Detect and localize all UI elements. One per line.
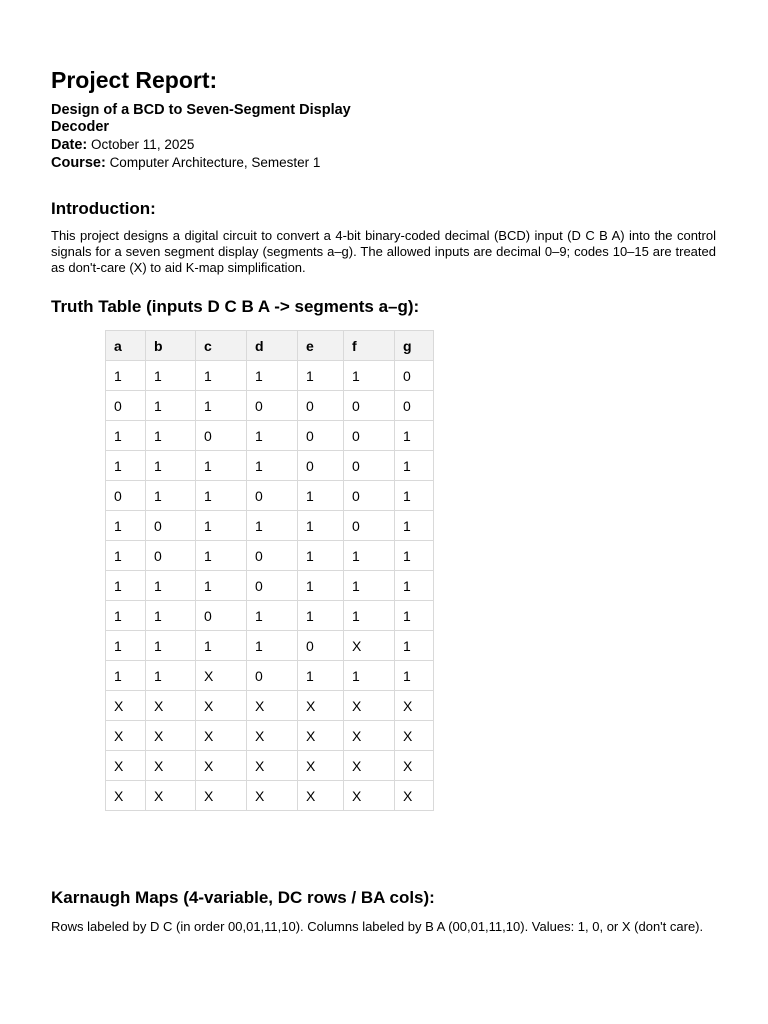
table-row (106, 631, 434, 661)
table-cell-c: 1 (196, 631, 247, 661)
table-cell-c: 1 (196, 541, 247, 571)
table-cell-b: 1 (146, 661, 196, 691)
table-cell-d: 1 (247, 361, 298, 391)
table-row (106, 421, 434, 451)
table-cell-c: 0 (196, 421, 247, 451)
table-cell-c: X (196, 661, 247, 691)
table-row (106, 661, 434, 691)
table-cell-e: X (298, 721, 344, 751)
table-cell-f: X (344, 631, 395, 661)
table-cell-c: X (196, 721, 247, 751)
table-cell-f: X (344, 751, 395, 781)
table-cell-b: 1 (146, 571, 196, 601)
table-cell-d: X (247, 751, 298, 781)
table-cell-a: 1 (106, 541, 146, 571)
table-row (106, 541, 434, 571)
table-cell-b: X (146, 691, 196, 721)
truth-table (105, 330, 434, 811)
table-cell-g: X (395, 781, 434, 811)
table-cell-c: 1 (196, 391, 247, 421)
karnaugh-text: Rows labeled by D C (in order 00,01,11,10). Columns labeled by B A (00,01,11,10). Values: 1, 0, or X (don't care). (51, 919, 704, 934)
table-cell-c: X (196, 781, 247, 811)
table-cell-c: X (196, 691, 247, 721)
table-cell-a: 0 (106, 481, 146, 511)
table-cell-d: 0 (247, 661, 298, 691)
table-cell-d: 1 (247, 451, 298, 481)
table-cell-e: 1 (298, 481, 344, 511)
table-cell-c: 1 (196, 481, 247, 511)
table-cell-e: 1 (298, 661, 344, 691)
table-cell-a: 1 (106, 361, 146, 391)
table-cell-a: 1 (106, 451, 146, 481)
table-cell-a: 1 (106, 661, 146, 691)
table-cell-g: X (395, 691, 434, 721)
table-cell-f: X (344, 781, 395, 811)
table-cell-d: 0 (247, 541, 298, 571)
column-header-f: f (344, 331, 395, 361)
table-row (106, 691, 434, 721)
table-cell-e: X (298, 691, 344, 721)
table-cell-d: 0 (247, 481, 298, 511)
table-cell-g: 1 (395, 541, 434, 571)
column-header-d: d (247, 331, 298, 361)
truth-table-heading: Truth Table (inputs D C B A -> segments a–g): (51, 297, 420, 316)
table-cell-a: X (106, 751, 146, 781)
table-cell-e: 1 (298, 541, 344, 571)
table-cell-g: 1 (395, 631, 434, 661)
table-cell-d: 1 (247, 601, 298, 631)
table-cell-a: X (106, 781, 146, 811)
truth-table-body (106, 361, 434, 811)
table-cell-a: 1 (106, 571, 146, 601)
table-cell-f: 1 (344, 571, 395, 601)
column-header-g: g (395, 331, 434, 361)
table-cell-g: 0 (395, 391, 434, 421)
table-cell-f: 0 (344, 511, 395, 541)
table-cell-b: 1 (146, 631, 196, 661)
table-cell-e: 1 (298, 571, 344, 601)
karnaugh-heading: Karnaugh Maps (4-variable, DC rows / BA cols): (51, 888, 435, 907)
table-cell-e: 0 (298, 451, 344, 481)
table-cell-e: 1 (298, 511, 344, 541)
table-cell-b: 1 (146, 361, 196, 391)
introduction-heading: Introduction: (51, 199, 156, 218)
date-line (51, 136, 716, 154)
table-cell-e: 0 (298, 631, 344, 661)
table-row (106, 781, 434, 811)
table-cell-f: 1 (344, 661, 395, 691)
table-row (106, 481, 434, 511)
table-cell-g: 1 (395, 421, 434, 451)
table-cell-e: 0 (298, 391, 344, 421)
table-row (106, 751, 434, 781)
table-cell-b: 0 (146, 541, 196, 571)
table-cell-c: 1 (196, 361, 247, 391)
table-cell-c: 1 (196, 571, 247, 601)
column-header-a: a (106, 331, 146, 361)
table-cell-e: X (298, 751, 344, 781)
course-label: Course: (51, 155, 106, 171)
table-cell-g: X (395, 721, 434, 751)
table-cell-d: X (247, 691, 298, 721)
column-header-b: b (146, 331, 196, 361)
table-cell-g: 1 (395, 451, 434, 481)
table-cell-f: 1 (344, 601, 395, 631)
table-cell-b: 0 (146, 511, 196, 541)
table-cell-e: 1 (298, 601, 344, 631)
table-cell-f: 0 (344, 451, 395, 481)
table-cell-b: 1 (146, 421, 196, 451)
table-cell-e: 1 (298, 361, 344, 391)
table-cell-g: X (395, 751, 434, 781)
table-cell-a: 1 (106, 511, 146, 541)
table-cell-d: 1 (247, 421, 298, 451)
table-cell-c: 1 (196, 451, 247, 481)
table-cell-d: X (247, 781, 298, 811)
table-cell-g: 1 (395, 661, 434, 691)
table-cell-a: 0 (106, 391, 146, 421)
truth-table-header-row (106, 331, 434, 361)
table-cell-f: 0 (344, 481, 395, 511)
table-cell-d: 0 (247, 391, 298, 421)
table-row (106, 601, 434, 631)
table-cell-g: 1 (395, 601, 434, 631)
course-value: Computer Architecture, Semester 1 (109, 155, 321, 170)
table-cell-f: 1 (344, 361, 395, 391)
table-cell-g: 1 (395, 571, 434, 601)
table-cell-a: X (106, 721, 146, 751)
table-cell-e: X (298, 781, 344, 811)
table-cell-a: 1 (106, 631, 146, 661)
table-cell-f: 0 (344, 421, 395, 451)
table-cell-b: X (146, 721, 196, 751)
table-cell-g: 0 (395, 361, 434, 391)
table-row (106, 571, 434, 601)
table-cell-g: 1 (395, 511, 434, 541)
table-row (106, 721, 434, 751)
table-cell-d: 1 (247, 631, 298, 661)
table-cell-b: X (146, 751, 196, 781)
table-cell-b: 1 (146, 391, 196, 421)
table-cell-g: 1 (395, 481, 434, 511)
table-cell-c: 1 (196, 511, 247, 541)
table-cell-b: 1 (146, 481, 196, 511)
table-row (106, 361, 434, 391)
table-cell-c: X (196, 751, 247, 781)
column-header-c: c (196, 331, 247, 361)
date-value: October 11, 2025 (91, 137, 195, 152)
date-label: Date: (51, 137, 88, 153)
course-line (51, 154, 716, 172)
table-cell-f: 0 (344, 391, 395, 421)
report-title: Project Report: (51, 67, 218, 93)
table-cell-b: 1 (146, 601, 196, 631)
column-header-e: e (298, 331, 344, 361)
table-cell-d: 1 (247, 511, 298, 541)
table-cell-f: X (344, 691, 395, 721)
table-cell-a: 1 (106, 601, 146, 631)
table-cell-f: 1 (344, 541, 395, 571)
table-cell-e: 0 (298, 421, 344, 451)
table-cell-a: 1 (106, 421, 146, 451)
table-row (106, 451, 434, 481)
introduction-text: This project designs a digital circuit to convert a 4-bit binary-coded decimal (BCD) input (D C B A) into the control signals for a seven segment display (segments a–g). The allowed inputs are decimal 0–9; codes 10–15 are treated as don't-care (X) to aid K-map simplification. (51, 228, 716, 275)
report-subtitle: Design of a BCD to Seven-Segment Display Decoder (51, 102, 351, 135)
table-cell-b: X (146, 781, 196, 811)
table-cell-c: 0 (196, 601, 247, 631)
table-cell-f: X (344, 721, 395, 751)
report-content (51, 66, 716, 935)
table-cell-b: 1 (146, 451, 196, 481)
table-cell-d: X (247, 721, 298, 751)
table-row (106, 391, 434, 421)
table-row (106, 511, 434, 541)
table-cell-a: X (106, 691, 146, 721)
table-cell-d: 0 (247, 571, 298, 601)
